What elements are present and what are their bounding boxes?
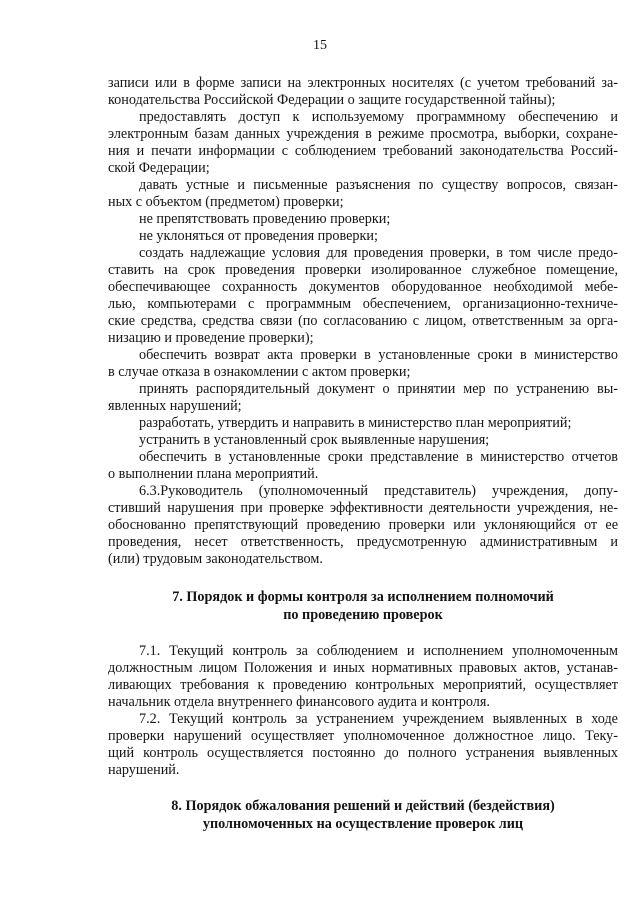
text-line: 7.1. Текущий контроль за соблюдением и исполнением уполномоченным <box>139 643 618 659</box>
text-line: предоставлять доступ к используемому программному обеспечению и <box>139 109 618 125</box>
text-line: конодательства Российской Федерации о защите государственной тайны); <box>108 92 556 108</box>
text-line: разработать, утвердить и направить в министерство план мероприятий; <box>139 415 572 431</box>
text-line: ных с объектом (предметом) проверки; <box>108 194 344 210</box>
text-line: обеспечить возврат акта проверки в установленные сроки в министерство <box>139 347 618 363</box>
text-line: щий контроль осуществляется постоянно до полного устранения выявленных <box>108 745 618 761</box>
section-8-title-line-2: уполномоченных на осуществление проверок лиц <box>202 816 524 832</box>
text-line: ставить на срок проведения проверки изолированное служебное помещение, <box>108 262 618 278</box>
text-line: стивший нарушения при проверке эффективности деятельности учреждения, не- <box>108 500 618 516</box>
text-line: не уклоняться от проведения проверки; <box>139 228 378 244</box>
text-line: нарушений. <box>108 762 180 778</box>
section-7-title-line-2: по проведению проверок <box>283 607 443 623</box>
text-line: в случае отказа в ознакомлении с актом проверки; <box>108 364 411 380</box>
text-line: создать надлежащие условия для проведения проверки, в том числе предо- <box>139 245 618 261</box>
section-7-title-line-1: 7. Порядок и формы контроля за исполнением полномочий <box>172 589 554 605</box>
text-line: проведения, несет ответственность, предусмотренную административным и <box>108 534 618 550</box>
text-line: записи или в форме записи на электронных носителях (с учетом требований за- <box>108 75 618 91</box>
text-line: давать устные и письменные разъяснения по существу вопросов, связан- <box>139 177 618 193</box>
text-line: устранить в установленный срок выявленные нарушения; <box>139 432 490 448</box>
text-line: (или) трудовым законодательством. <box>108 551 323 567</box>
text-line: не препятствовать проведению проверки; <box>139 211 391 227</box>
text-line: обоснованно препятствующий проведению проверки или уклоняющийся от ее <box>108 517 618 533</box>
text-line: обеспечить в установленные сроки представление в министерство отчетов <box>139 449 618 465</box>
text-line: проверки нарушений осуществляет уполномоченное должностное лицо. Теку- <box>108 728 618 744</box>
text-line: о выполнении плана мероприятий. <box>108 466 319 482</box>
text-line: ские средства, средства связи (по согласованию с лицом, ответственным за орга- <box>108 313 618 329</box>
text-line: ливающих требования к проведению контрольных мероприятий, осуществляет <box>108 677 618 693</box>
text-line: принять распорядительный документ о принятии мер по устранению вы- <box>139 381 618 397</box>
text-line: лью, компьютерами с программным обеспечением, организационно-техниче- <box>108 296 618 312</box>
text-line: явленных нарушений; <box>108 398 242 414</box>
section-8-title-line-1: 8. Порядок обжалования решений и действий (бездействия) <box>171 798 555 814</box>
text-line: должностным лицом Положения и иных нормативных правовых актов, устанав- <box>108 660 618 676</box>
text-line: 6.3.Руководитель (уполномоченный представитель) учреждения, допу- <box>139 483 618 499</box>
text-line: электронным базам данных учреждения в режиме просмотра, выборки, сохране- <box>108 126 618 142</box>
text-line: обеспечивающее сохранность документов оборудованное необходимой мебе- <box>108 279 618 295</box>
text-line: ния и печати информации с соблюдением требований законодательства Россий- <box>108 143 618 159</box>
text-line: 7.2. Текущий контроль за устранением учреждением выявленных в ходе <box>139 711 618 727</box>
text-line: низацию и проведение проверки); <box>108 330 314 346</box>
text-line: начальник отдела внутреннего финансового аудита и контроля. <box>108 694 490 710</box>
text-line: ской Федерации; <box>108 160 210 176</box>
page-number: 15 <box>313 38 327 53</box>
